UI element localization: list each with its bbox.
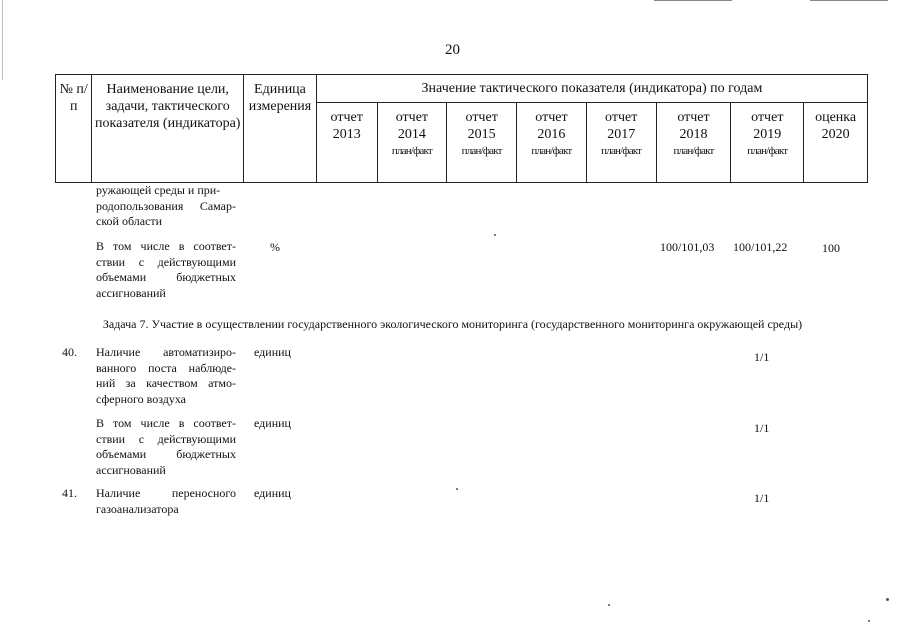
table-header: [55, 74, 868, 183]
row-continued-sub-2019: 100/101,22: [733, 240, 788, 254]
row-41-number: 41.: [62, 486, 77, 500]
scan-edge-mark: [2, 0, 3, 80]
header-year-2019: отчет 2019 план/факт: [731, 103, 804, 183]
row-continued-name: ружающей среды и при- родопользования Самар- ской области: [96, 183, 236, 228]
scan-speck: [494, 234, 496, 236]
scan-speck: [886, 598, 889, 601]
row-41-unit: единиц: [254, 486, 291, 500]
header-year-2016: отчет 2016 план/факт: [517, 103, 587, 183]
row-40-sub-2018: 1/1: [754, 421, 770, 435]
header-name: Наименование цели, задачи, тактического показателя (индикатора): [92, 75, 244, 183]
page-number: 20: [445, 42, 460, 58]
header-year-2014: отчет 2014 план/факт: [377, 103, 447, 183]
scan-speck: [868, 620, 870, 622]
row-41-2018: 1/1: [754, 491, 770, 505]
header-year-2013: отчет 2013: [316, 103, 377, 183]
scan-speck: [608, 604, 610, 606]
header-year-2018: отчет 2018 план/факт: [656, 103, 731, 183]
header-year-2020: оценка 2020: [804, 103, 868, 183]
header-year-2017: отчет 2017 план/факт: [586, 103, 656, 183]
row-40-name: Наличие автоматизиро- ванного поста наблюде- ний за качеством атмо- сферного воздуха: [96, 345, 236, 406]
row-41-name: Наличие переносного газоанализатора: [96, 486, 236, 516]
header-unit: Единица измерения: [244, 75, 317, 183]
row-40-number: 40.: [62, 345, 77, 359]
row-40-sub-unit: единиц: [254, 416, 291, 430]
row-40-unit: единиц: [254, 345, 291, 359]
top-rule: [654, 0, 732, 1]
row-40-2018: 1/1: [754, 350, 770, 364]
row-40-sub-name: В том числе в соответ- ствии с действующими объемами бюджетных ассигнований: [96, 416, 236, 477]
header-number: № п/п: [56, 75, 92, 183]
row-continued-sub-2018: 100/101,03: [660, 240, 715, 254]
header-values: Значение тактического показателя (индикатора) по годам: [316, 75, 867, 103]
scan-speck: [456, 488, 458, 490]
row-continued-sub-2020: 100: [822, 241, 840, 255]
task-7-heading: Задача 7. Участие в осуществлении государственного экологического мониторинга (государственного мониторинга окружающей среды): [102, 317, 803, 331]
row-continued-sub-unit: %: [270, 240, 280, 254]
row-continued-sub-name: В том числе в соответ- ствии с действующими объемами бюджетных ассигнований: [96, 239, 236, 300]
top-rule: [810, 0, 888, 1]
header-year-2015: отчет 2015 план/факт: [447, 103, 517, 183]
